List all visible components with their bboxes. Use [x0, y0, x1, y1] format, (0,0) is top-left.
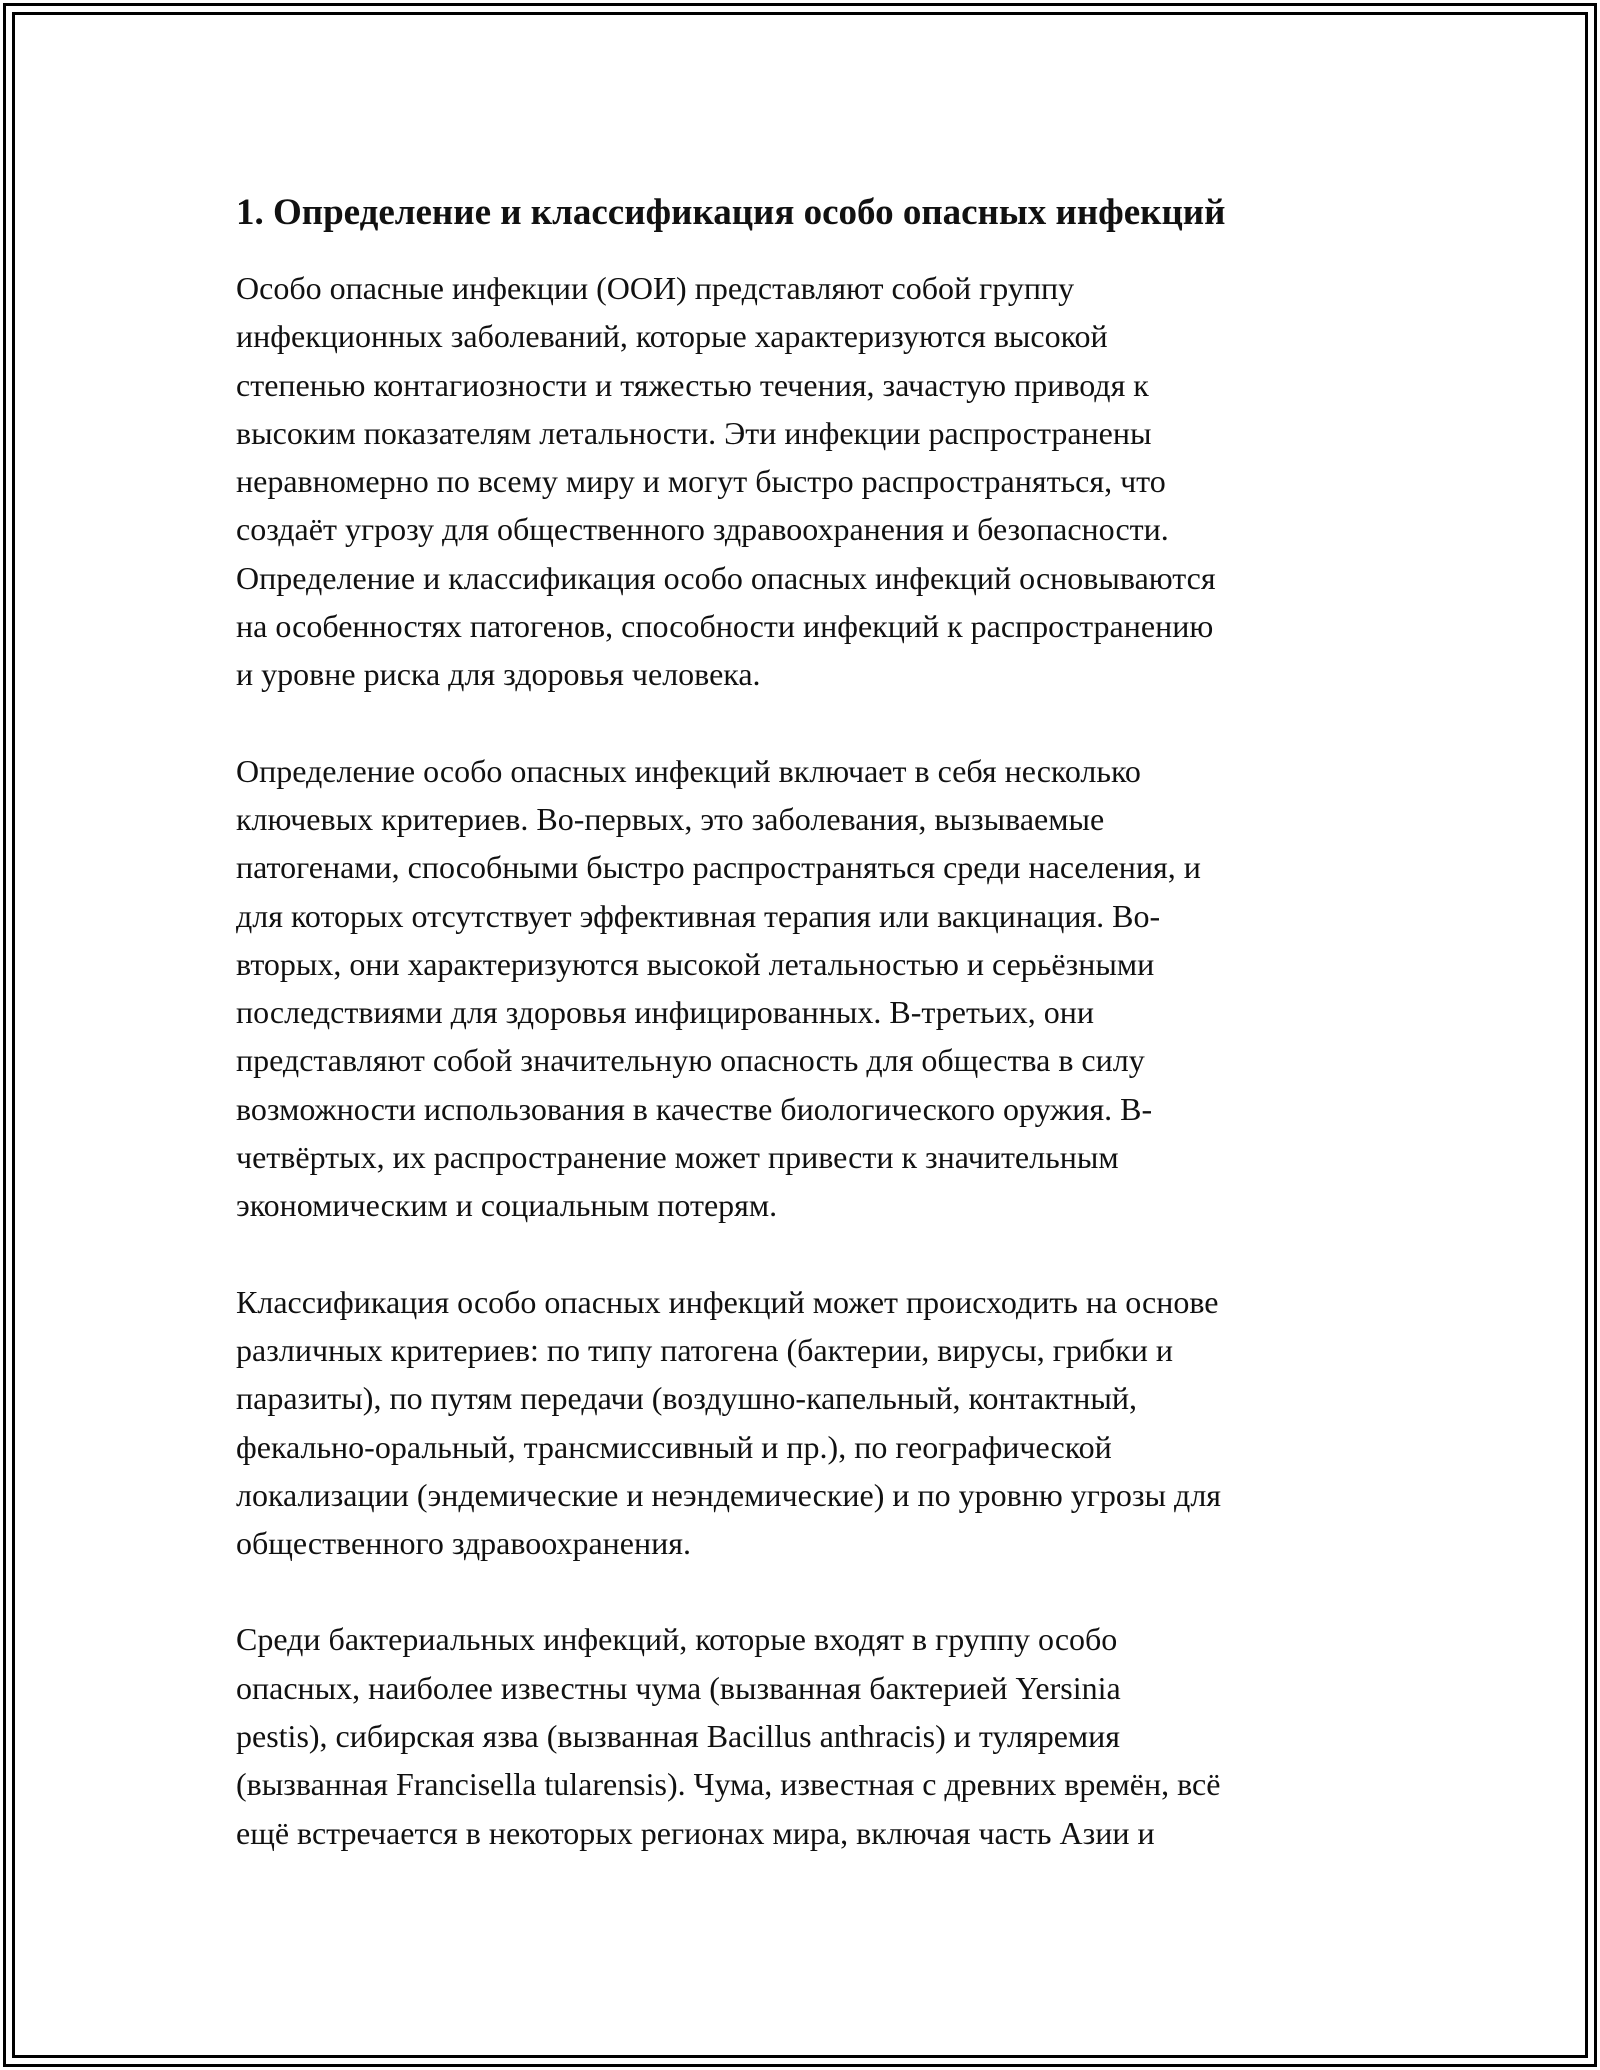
text-line: общественного здравоохранения.	[236, 1525, 691, 1562]
text-line: неравномерно по всему миру и могут быстро распространяться, что	[236, 463, 1166, 500]
text-line: инфекционных заболеваний, которые характеризуются высокой	[236, 318, 1108, 355]
text-line: Определение особо опасных инфекций включает в себя несколько	[236, 752, 1141, 789]
section-heading: 1. Определение и классификация особо опасных инфекций	[236, 192, 1226, 233]
text-line: последствиями для здоровья инфицированных. В-третьих, они	[236, 994, 1094, 1031]
text-line: патогенами, способными быстро распространяться среди населения, и	[236, 849, 1201, 886]
text-line: Классификация особо опасных инфекций может происходить на основе	[236, 1283, 1219, 1320]
text-line: различных критериев: по типу патогена (бактерии, вирусы, грибки и	[236, 1331, 1174, 1368]
text-line: и уровне риска для здоровья человека.	[236, 656, 761, 693]
text-line: ключевых критериев. Во-первых, это заболевания, вызываемые	[236, 800, 1105, 837]
text-line: четвёртых, их распространение может привести к значительным	[236, 1139, 1119, 1176]
paragraph-classification	[236, 1278, 1366, 1568]
text-line: возможности использования в качестве биологического оружия. В-	[236, 1090, 1153, 1127]
text-line: фекально-оральный, трансмиссивный и пр.), по географической	[236, 1428, 1112, 1465]
text-line: pestis), сибирская язва (вызванная Bacillus anthracis) и туляремия	[236, 1718, 1120, 1755]
text-line: ещё встречается в некоторых регионах мира, включая часть Азии и	[236, 1814, 1155, 1851]
text-line: вторых, они характеризуются высокой летальностью и серьёзными	[236, 945, 1155, 982]
text-line: Определение и классификация особо опасных инфекций основываются	[236, 559, 1216, 596]
text-line: создаёт угрозу для общественного здравоохранения и безопасности.	[236, 511, 1169, 548]
text-line: опасных, наиболее известны чума (вызванная бактерией Yersinia	[236, 1669, 1121, 1706]
paragraph-bacterial-infections	[236, 1615, 1366, 1856]
text-line: для которых отсутствует эффективная терапия или вакцинация. Во-	[236, 897, 1161, 934]
text-line: экономическим и социальным потерям.	[236, 1187, 778, 1224]
text-line: на особенностях патогенов, способности инфекций к распространению	[236, 608, 1214, 645]
text-line: локализации (эндемические и неэндемические) и по уровню угрозы для	[236, 1476, 1221, 1513]
text-line: Среди бактериальных инфекций, которые входят в группу особо	[236, 1621, 1118, 1658]
document-body	[236, 188, 1366, 1905]
paragraph-criteria	[236, 747, 1366, 1230]
text-line: (вызванная Francisella tularensis). Чума, известная с древних времён, всё	[236, 1766, 1221, 1803]
text-line: высоким показателям летальности. Эти инфекции распространены	[236, 414, 1152, 451]
paragraph-definition	[236, 264, 1366, 699]
text-line: представляют собой значительную опасность для общества в силу	[236, 1042, 1145, 1079]
text-line: паразиты), по путям передачи (воздушно-капельный, контактный,	[236, 1380, 1138, 1417]
text-line: Особо опасные инфекции (ООИ) представляют собой группу	[236, 270, 1075, 306]
text-line: степенью контагиозности и тяжестью течения, зачастую приводя к	[236, 366, 1149, 403]
